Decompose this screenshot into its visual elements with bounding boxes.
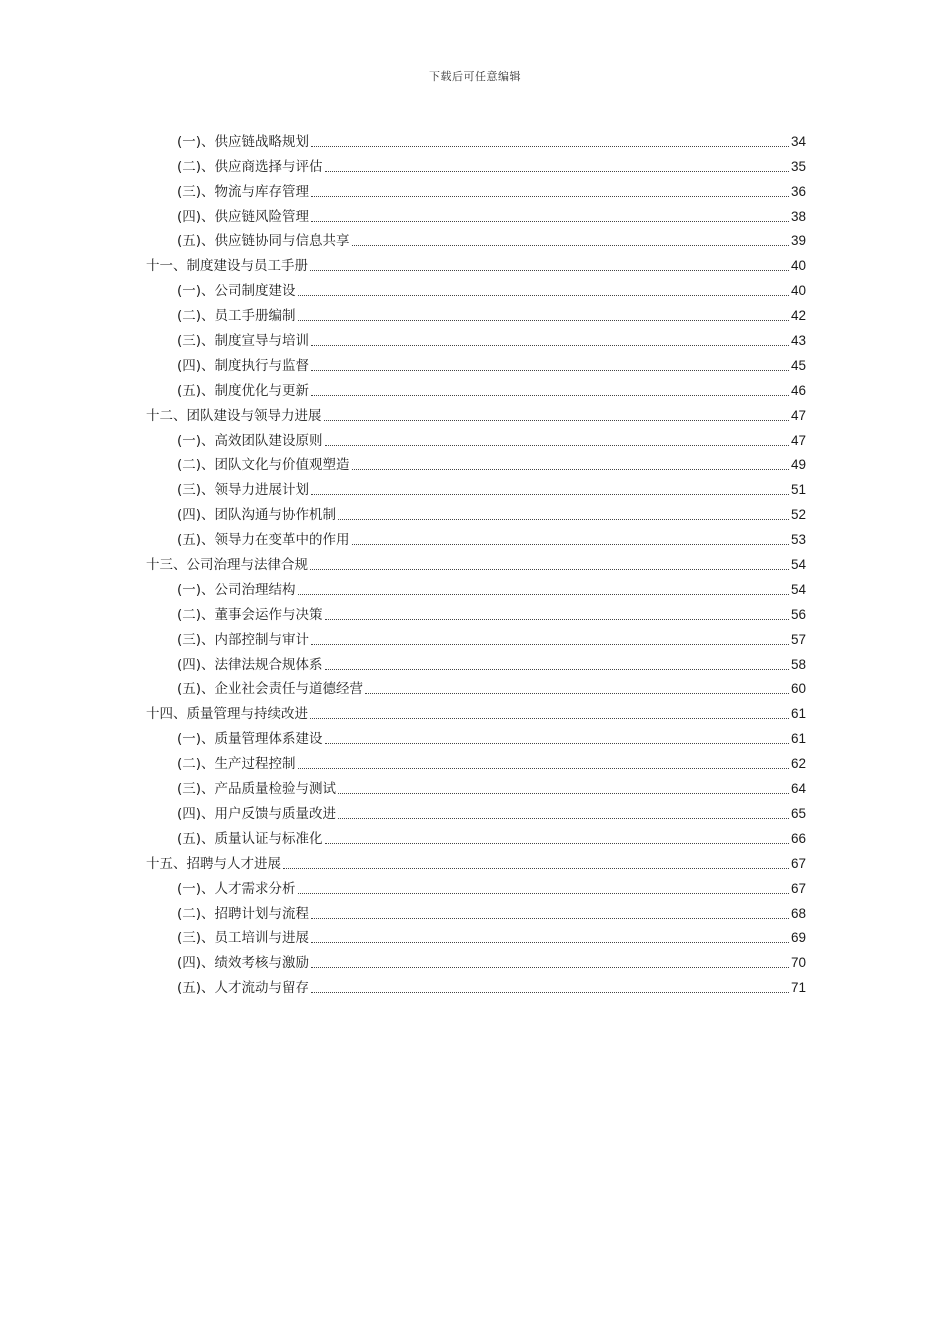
toc-section-entry[interactable] xyxy=(146,574,806,599)
toc-entry-title: (一)、质量管理体系建设 xyxy=(177,731,323,748)
toc-section-entry[interactable] xyxy=(146,599,806,624)
toc-dot-leader xyxy=(298,294,789,296)
toc-entry-title: (三)、内部控制与审计 xyxy=(177,631,310,648)
toc-section-entry[interactable] xyxy=(146,300,806,325)
toc-page-number: 61 xyxy=(790,706,806,722)
toc-section-entry[interactable] xyxy=(146,723,806,748)
toc-page-number: 45 xyxy=(790,357,806,373)
toc-page-number: 36 xyxy=(790,183,806,199)
toc-entry-title: 十四、质量管理与持续改进 xyxy=(146,706,308,723)
toc-page-number: 43 xyxy=(790,333,806,349)
toc-page-number: 53 xyxy=(790,532,806,548)
toc-page-number: 54 xyxy=(790,581,806,597)
toc-page-number: 66 xyxy=(790,830,806,846)
toc-dot-leader xyxy=(311,195,789,197)
toc-section-entry[interactable] xyxy=(146,499,806,524)
toc-dot-leader xyxy=(338,792,789,794)
toc-entry-title: (二)、供应商选择与评估 xyxy=(177,158,323,175)
toc-entry-title: (二)、董事会运作与决策 xyxy=(177,606,323,623)
toc-section-entry[interactable] xyxy=(146,474,806,499)
toc-chapter-entry[interactable] xyxy=(146,549,806,574)
toc-dot-leader xyxy=(325,668,789,670)
toc-page-number: 67 xyxy=(790,855,806,871)
toc-page-number: 40 xyxy=(790,258,806,274)
toc-section-entry[interactable] xyxy=(146,450,806,475)
toc-dot-leader xyxy=(352,543,789,545)
toc-page-number: 46 xyxy=(790,382,806,398)
toc-dot-leader xyxy=(311,145,789,147)
toc-section-entry[interactable] xyxy=(146,275,806,300)
toc-section-entry[interactable] xyxy=(146,624,806,649)
toc-chapter-entry[interactable] xyxy=(146,698,806,723)
toc-entry-title: (四)、制度执行与监督 xyxy=(177,357,310,374)
toc-section-entry[interactable] xyxy=(146,350,806,375)
toc-dot-leader xyxy=(311,941,789,943)
toc-page-number: 70 xyxy=(790,955,806,971)
toc-entry-title: (二)、生产过程控制 xyxy=(177,756,296,773)
toc-section-entry[interactable] xyxy=(146,325,806,350)
toc-dot-leader xyxy=(325,170,789,172)
toc-dot-leader xyxy=(338,817,789,819)
toc-dot-leader xyxy=(298,767,789,769)
toc-entry-title: (五)、企业社会责任与道德经营 xyxy=(177,681,364,698)
toc-page-number: 65 xyxy=(790,805,806,821)
toc-entry-title: (二)、招聘计划与流程 xyxy=(177,905,310,922)
toc-page-number: 38 xyxy=(790,208,806,224)
toc-section-entry[interactable] xyxy=(146,947,806,972)
toc-chapter-entry[interactable] xyxy=(146,400,806,425)
toc-entry-title: (一)、人才需求分析 xyxy=(177,880,296,897)
toc-page-number: 35 xyxy=(790,158,806,174)
toc-page-number: 57 xyxy=(790,631,806,647)
toc-entry-title: (五)、领导力在变革中的作用 xyxy=(177,532,350,549)
toc-dot-leader xyxy=(298,892,789,894)
toc-page-number: 64 xyxy=(790,781,806,797)
toc-page-number: 69 xyxy=(790,930,806,946)
toc-page-number: 34 xyxy=(790,133,806,149)
toc-section-entry[interactable] xyxy=(146,201,806,226)
toc-section-entry[interactable] xyxy=(146,873,806,898)
toc-entry-title: (一)、供应链战略规划 xyxy=(177,133,310,150)
toc-page-number: 42 xyxy=(790,308,806,324)
toc-entry-title: (三)、产品质量检验与测试 xyxy=(177,781,337,798)
toc-dot-leader xyxy=(325,742,789,744)
toc-dot-leader xyxy=(325,444,789,446)
toc-section-entry[interactable] xyxy=(146,649,806,674)
toc-dot-leader xyxy=(311,220,789,222)
toc-dot-leader xyxy=(311,369,789,371)
toc-page-number: 47 xyxy=(790,432,806,448)
toc-section-entry[interactable] xyxy=(146,126,806,151)
toc-section-entry[interactable] xyxy=(146,798,806,823)
toc-entry-title: (四)、供应链风险管理 xyxy=(177,208,310,225)
toc-dot-leader xyxy=(325,842,789,844)
toc-dot-leader xyxy=(311,991,789,993)
toc-section-entry[interactable] xyxy=(146,226,806,251)
toc-entry-title: (三)、物流与库存管理 xyxy=(177,183,310,200)
toc-dot-leader xyxy=(311,917,789,919)
toc-dot-leader xyxy=(352,468,789,470)
toc-section-entry[interactable] xyxy=(146,748,806,773)
toc-dot-leader xyxy=(298,593,789,595)
toc-dot-leader xyxy=(325,618,789,620)
toc-entry-title: (四)、法律法规合规体系 xyxy=(177,656,323,673)
toc-entry-title: (二)、员工手册编制 xyxy=(177,308,296,325)
toc-dot-leader xyxy=(311,643,789,645)
toc-entry-title: (三)、领导力进展计划 xyxy=(177,482,310,499)
toc-section-entry[interactable] xyxy=(146,823,806,848)
toc-section-entry[interactable] xyxy=(146,176,806,201)
toc-dot-leader xyxy=(311,493,789,495)
toc-dot-leader xyxy=(298,319,789,321)
toc-page-number: 52 xyxy=(790,507,806,523)
toc-chapter-entry[interactable] xyxy=(146,250,806,275)
toc-dot-leader xyxy=(324,419,789,421)
toc-entry-title: (五)、供应链协同与信息共享 xyxy=(177,233,350,250)
toc-section-entry[interactable] xyxy=(146,151,806,176)
toc-entry-title: 十一、制度建设与员工手册 xyxy=(146,258,308,275)
toc-page-number: 49 xyxy=(790,457,806,473)
toc-page-number: 58 xyxy=(790,656,806,672)
toc-section-entry[interactable] xyxy=(146,898,806,923)
toc-dot-leader xyxy=(310,269,789,271)
toc-page-number: 47 xyxy=(790,407,806,423)
table-of-contents xyxy=(146,126,806,997)
toc-entry-title: (一)、高效团队建设原则 xyxy=(177,432,323,449)
toc-entry-title: 十五、招聘与人才进展 xyxy=(146,855,281,872)
toc-page-number: 60 xyxy=(790,681,806,697)
page-header: 下载后可任意编辑 xyxy=(429,70,521,83)
toc-page-number: 61 xyxy=(790,731,806,747)
toc-page-number: 40 xyxy=(790,283,806,299)
toc-entry-title: (四)、绩效考核与激励 xyxy=(177,955,310,972)
toc-section-entry[interactable] xyxy=(146,425,806,450)
toc-section-entry[interactable] xyxy=(146,674,806,699)
toc-section-entry[interactable] xyxy=(146,972,806,997)
toc-page-number: 68 xyxy=(790,905,806,921)
toc-entry-title: 十三、公司治理与法律合规 xyxy=(146,557,308,574)
toc-chapter-entry[interactable] xyxy=(146,848,806,873)
toc-dot-leader xyxy=(310,717,789,719)
toc-entry-title: (一)、公司制度建设 xyxy=(177,283,296,300)
toc-dot-leader xyxy=(365,692,789,694)
toc-section-entry[interactable] xyxy=(146,375,806,400)
toc-page-number: 56 xyxy=(790,606,806,622)
toc-dot-leader xyxy=(338,518,789,520)
toc-entry-title: (三)、员工培训与进展 xyxy=(177,930,310,947)
toc-entry-title: (五)、质量认证与标准化 xyxy=(177,830,323,847)
toc-page-number: 51 xyxy=(790,482,806,498)
toc-entry-title: 十二、团队建设与领导力进展 xyxy=(146,407,322,424)
toc-dot-leader xyxy=(310,568,789,570)
toc-page-number: 39 xyxy=(790,233,806,249)
toc-entry-title: (一)、公司治理结构 xyxy=(177,581,296,598)
toc-dot-leader xyxy=(283,867,789,869)
toc-section-entry[interactable] xyxy=(146,923,806,948)
toc-dot-leader xyxy=(311,394,789,396)
toc-page-number: 71 xyxy=(790,980,806,996)
toc-entry-title: (三)、制度宣导与培训 xyxy=(177,333,310,350)
toc-page-number: 67 xyxy=(790,880,806,896)
toc-entry-title: (五)、人才流动与留存 xyxy=(177,980,310,997)
toc-dot-leader xyxy=(311,344,789,346)
toc-dot-leader xyxy=(352,244,789,246)
toc-section-entry[interactable] xyxy=(146,773,806,798)
toc-page-number: 62 xyxy=(790,756,806,772)
toc-entry-title: (四)、团队沟通与协作机制 xyxy=(177,507,337,524)
toc-entry-title: (四)、用户反馈与质量改进 xyxy=(177,805,337,822)
toc-page-number: 54 xyxy=(790,557,806,573)
toc-section-entry[interactable] xyxy=(146,524,806,549)
toc-entry-title: (五)、制度优化与更新 xyxy=(177,382,310,399)
toc-dot-leader xyxy=(311,966,789,968)
toc-entry-title: (二)、团队文化与价值观塑造 xyxy=(177,457,350,474)
